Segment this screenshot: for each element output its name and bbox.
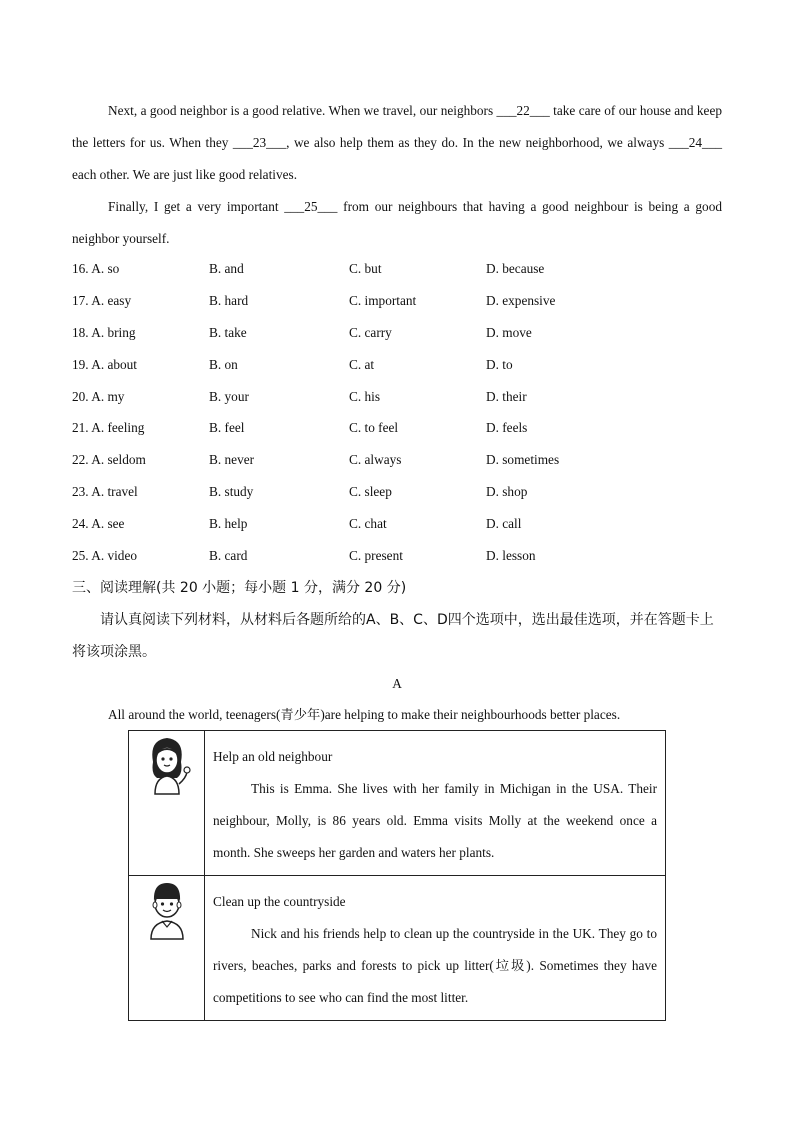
table-row	[129, 876, 666, 1021]
option-a: 25. A. video	[72, 548, 138, 563]
option-c: C. chat	[349, 516, 387, 531]
box-title: Clean up the countryside	[213, 894, 346, 909]
option-a: 16. A. so	[72, 261, 120, 276]
question-row	[72, 412, 722, 444]
text-cell	[205, 731, 666, 876]
option-d: D. their	[486, 389, 527, 404]
info-table	[128, 730, 666, 1021]
option-d: D. lesson	[486, 548, 536, 563]
question-row	[72, 253, 722, 285]
box-body: This is Emma. She lives with her family in Michigan in the USA. Their neighbour, Molly, is 86 years old. Emma visits Molly at the weekend once a month. She sweeps her garden and waters her plants.	[213, 781, 657, 860]
question-row	[72, 381, 722, 413]
passage-letter: A	[392, 676, 402, 691]
question-row	[72, 444, 722, 476]
option-c: C. present	[349, 548, 403, 563]
section-instructions: 请认真阅读下列材料，从材料后各题所给的A、B、C、D四个选项中，选出最佳选项，并在答题卡上将该项涂黑。	[72, 612, 714, 660]
option-d: D. shop	[486, 484, 528, 499]
option-d: D. because	[486, 261, 545, 276]
option-c: C. sleep	[349, 484, 392, 499]
text-cell	[205, 876, 666, 1021]
table-row	[129, 731, 666, 876]
option-d: D. expensive	[486, 293, 556, 308]
question-row	[72, 476, 722, 508]
option-a: 21. A. feeling	[72, 420, 145, 435]
option-d: D. call	[486, 516, 522, 531]
option-c: C. important	[349, 293, 417, 308]
option-b: B. take	[209, 325, 247, 340]
option-c: C. always	[349, 452, 402, 467]
box-body: Nick and his friends help to clean up the countryside in the UK. They go to rivers, beaches, parks and forests to pick up litter(垃圾). Sometimes they have competitions to see who can find the most litter.	[213, 926, 657, 1005]
question-row	[72, 317, 722, 349]
avatar-cell	[129, 876, 205, 1021]
question-row	[72, 349, 722, 381]
option-b: B. card	[209, 548, 248, 563]
girl-avatar-icon	[139, 784, 195, 799]
option-a: 23. A. travel	[72, 484, 138, 499]
option-b: B. hard	[209, 293, 249, 308]
option-a: 24. A. see	[72, 516, 125, 531]
boy-avatar-icon	[139, 929, 195, 944]
question-row	[72, 508, 722, 540]
option-b: B. help	[209, 516, 248, 531]
passage-intro: All around the world, teenagers(青少年)are helping to make their neighbourhoods better places.	[108, 707, 621, 722]
option-d: D. to	[486, 357, 513, 372]
option-a: 22. A. seldom	[72, 452, 146, 467]
avatar-cell	[129, 731, 205, 876]
option-b: B. and	[209, 261, 244, 276]
option-a: 19. A. about	[72, 357, 138, 372]
option-d: D. sometimes	[486, 452, 560, 467]
passage-paragraph-2: Finally, I get a very important ___25___ from our neighbours that having a good neighbour is being a good neighbor yourself.	[72, 199, 722, 246]
option-c: C. to feel	[349, 420, 399, 435]
option-d: D. move	[486, 325, 532, 340]
option-b: B. feel	[209, 420, 245, 435]
option-a: 18. A. bring	[72, 325, 136, 340]
option-b: B. study	[209, 484, 254, 499]
option-b: B. never	[209, 452, 255, 467]
box-title: Help an old neighbour	[213, 749, 333, 764]
option-b: B. your	[209, 389, 249, 404]
option-c: C. at	[349, 357, 375, 372]
section-title: 三、阅读理解(共 20 小题；每小题 1 分，满分 20 分)	[72, 580, 407, 596]
option-b: B. on	[209, 357, 238, 372]
option-a: 20. A. my	[72, 389, 125, 404]
option-a: 17. A. easy	[72, 293, 132, 308]
passage-paragraph-1: Next, a good neighbor is a good relative. When we travel, our neighbors ___22___ take care of our house and keep the letters for us. When they ___23___, we also help them as they do. In the new neighborhood, we always ___24___ each other. We are just like good relatives.	[72, 103, 722, 182]
option-c: C. his	[349, 389, 381, 404]
question-row	[72, 540, 722, 572]
question-row	[72, 285, 722, 317]
option-d: D. feels	[486, 420, 528, 435]
option-c: C. but	[349, 261, 382, 276]
option-c: C. carry	[349, 325, 392, 340]
